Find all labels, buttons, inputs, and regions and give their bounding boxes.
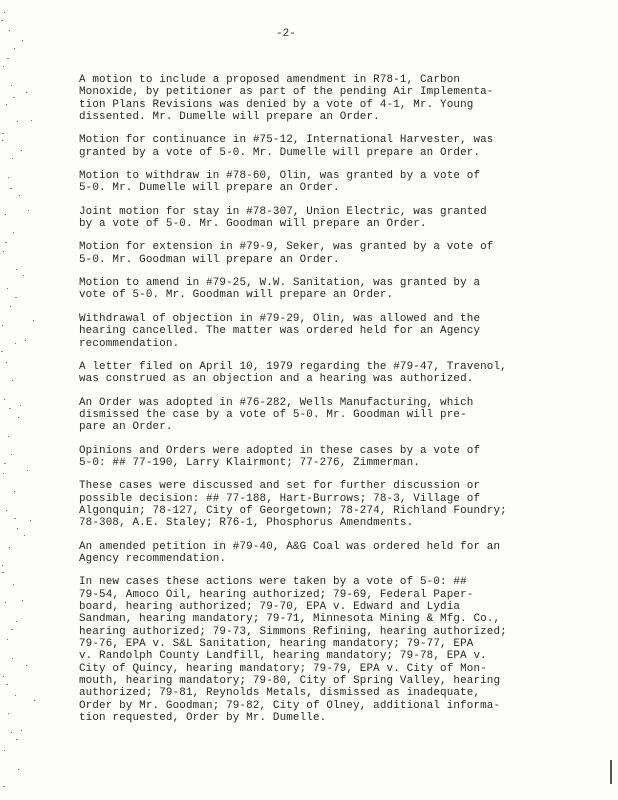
paragraph-76-282: An Order was adopted in #76-282, Wells Manufacturing, which dismissed the case by a vote of 5-0. Mr. Goodman will pre- pare an Order.: [79, 396, 474, 434]
paragraph-cases-discussed: These cases were discussed and set for further discussion or possible decision: ## 77-188, Hart-Burrows; 78-3, Village of Algonquin; 78-127, City of Georgetown; 78-274, Richland Foundry; 78-308, A.E. Staley; R76-1, Phosphorus Amendments.: [79, 480, 507, 530]
paragraph-75-12: Motion for continuance in #75-12, International Harvester, was granted by a vote of 5-0. Mr. Dumelle will prepare an Order.: [79, 134, 494, 159]
paragraph-79-25: Motion to amend in #79-25, W.W. Sanitation, was granted by a vote of 5-0. Mr. Goodman will prepare an Order.: [79, 277, 481, 302]
paragraph-new-cases: In new cases these actions were taken by a vote of 5-0: ## 79-54, Amoco Oil, hearing authorized; 79-69, Federal Paper- board, hearing authorized; 79-70, EPA v. Edward and Lydia Sandman, hearing mandatory; 79-71, Minnesota Mining & Mfg. Co., hearing authorized; 79-73, Simmons Refining, hearing authorized; 79-76, EPA v. S&L Sanitation, hearing mandatory; 79-77, EPA v. Randolph County Landfill, hearing mandatory; 79-78, EPA v. City of Quincy, hearing mandatory; 79-79, EPA v. City of Mon- mouth, hearing mandatory; 79-80, City of Spring Valley, hearing authorized; 79-81, Reynolds Metals, dismissed as inadequate, Order by Mr. Goodman; 79-82, City of Olney, additional informa- tion requested, Order by Mr. Dumelle.: [79, 576, 507, 725]
paragraph-79-9: Motion for extension in #79-9, Seker, was granted by a vote of 5-0. Mr. Goodman will prepare an Order.: [79, 241, 494, 266]
paragraph-79-40: An amended petition in #79-40, A&G Coal was ordered held for an Agency recommendation.: [79, 540, 501, 565]
scan-edge-mark: [610, 760, 612, 784]
page-number: -2-: [276, 28, 296, 40]
paragraph-opinions-adopted: Opinions and Orders were adopted in these cases by a vote of 5-0: ## 77-190, Larry Klairmont; 77-276, Zimmerman.: [79, 444, 481, 469]
paragraph-79-47: A letter filed on April 10, 1979 regarding the #79-47, Travenol, was construed as an objection and a hearing was authorized.: [79, 360, 507, 386]
paragraph-79-29: Withdrawal of objection in #79-29, Olin, was allowed and the hearing cancelled. The matter was ordered held for an Agency recommendation.: [79, 312, 481, 350]
scan-edge-noise: [0, 0, 48, 800]
paragraph-78-60: Motion to withdraw in #78-60, Olin, was granted by a vote of 5-0. Mr. Dumelle will prepare an Order.: [79, 170, 481, 195]
minutes-body: [79, 74, 547, 735]
paragraph-78-307: Joint motion for stay in #78-307, Union Electric, was granted by a vote of 5-0. Mr. Goodman will prepare an Order.: [79, 205, 487, 231]
paragraph-r78-1: A motion to include a proposed amendment in R78-1, Carbon Monoxide, by petitioner as part of the pending Air Implementa- tion Plans Revisions was denied by a vote of 4-1, Mr. Young dissented. Mr. Dumelle will prepare an Order.: [79, 74, 494, 124]
